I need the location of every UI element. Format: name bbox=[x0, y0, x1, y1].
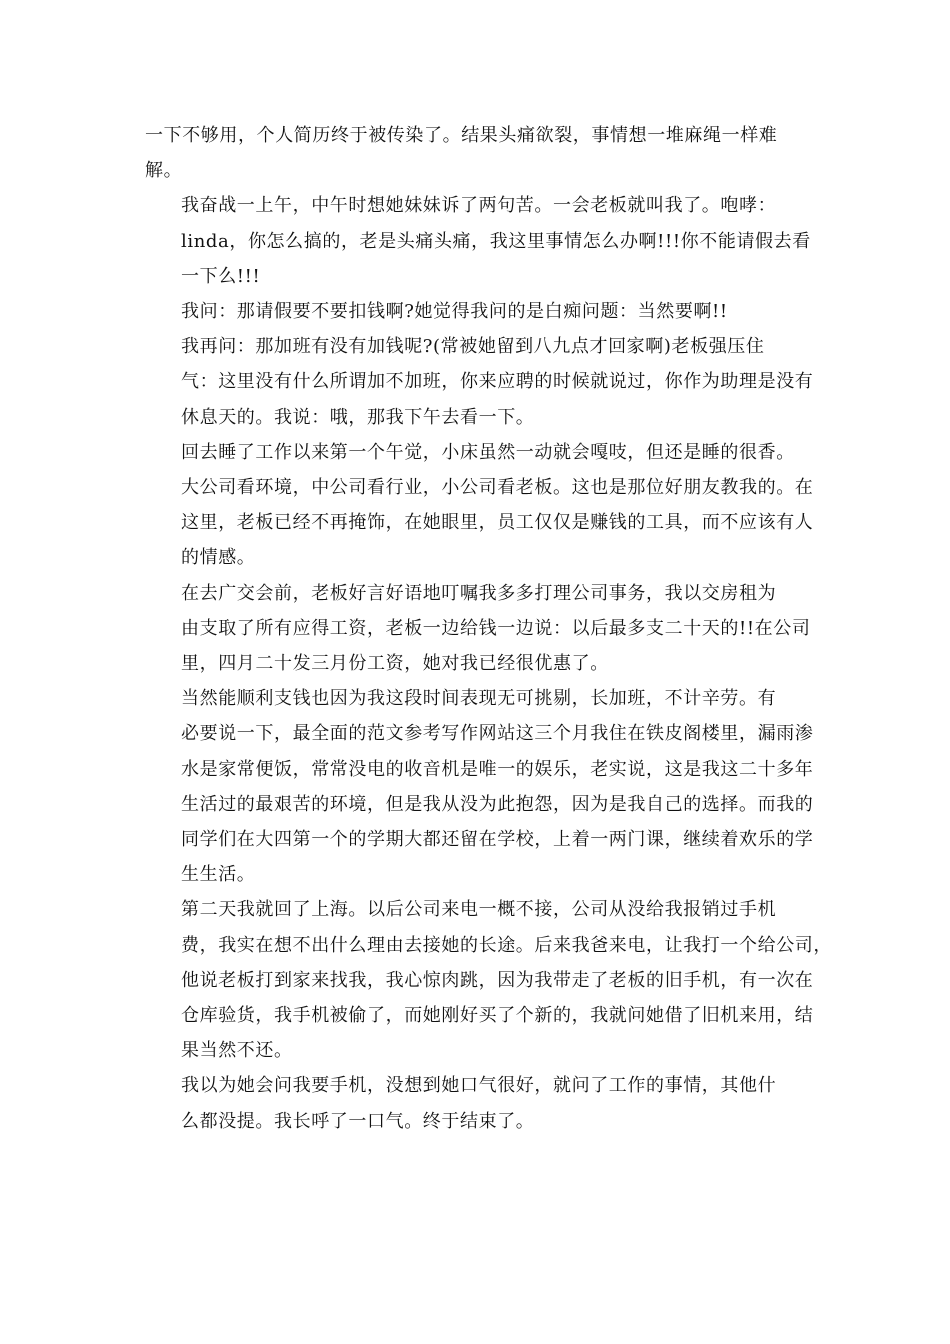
text-line: 我问：那请假要不要扣钱啊?她觉得我问的是白痴问题：当然要啊!! bbox=[181, 301, 728, 323]
paragraph bbox=[145, 1068, 825, 1138]
text-line: 解。 bbox=[145, 160, 183, 182]
text-line: 第二天我就回了上海。以后公司来电一概不接，公司从没给我报销过手机 bbox=[181, 899, 777, 921]
text-line: 在去广交会前，老板好言好语地叮嘱我多多打理公司事务，我以交房租为 bbox=[181, 582, 777, 604]
text-line: 费，我实在想不出什么理由去接她的长途。后来我爸来电，让我打一个给公司， bbox=[181, 934, 832, 956]
text-line: 的情感。 bbox=[181, 547, 256, 569]
text-line: 一下么!!! bbox=[181, 265, 261, 287]
text-line: 这里，老板已经不再掩饰，在她眼里，员工仅仅是赚钱的工具，而不应该有人 bbox=[181, 512, 814, 534]
text-line: 么都没提。我长呼了一口气。终于结束了。 bbox=[181, 1110, 535, 1132]
text-line: 生活过的最艰苦的环境，但是我从没为此抱怨，因为是我自己的选择。而我的 bbox=[181, 793, 814, 815]
text-line: 休息天的。我说：哦，那我下午去看一下。 bbox=[181, 406, 535, 428]
text-line: 他说老板打到家来找我，我心惊肉跳，因为我带走了老板的旧手机，有一次在 bbox=[181, 969, 814, 991]
paragraph bbox=[145, 118, 825, 188]
text-line: 大公司看环境，中公司看行业，小公司看老板。这也是那位好朋友教我的。在 bbox=[181, 477, 814, 499]
text-line: linda，你怎么搞的，老是头痛头痛，我这里事情怎么办啊!!!你不能请假去看 bbox=[181, 230, 811, 252]
paragraph bbox=[145, 435, 825, 576]
text-line: 由支取了所有应得工资，老板一边给钱一边说：以后最多支二十天的!!在公司 bbox=[181, 617, 811, 639]
document-body bbox=[145, 118, 832, 1139]
text-line: 回去睡了工作以来第一个午觉，小床虽然一动就会嘎吱，但还是睡的很香。 bbox=[181, 441, 795, 463]
text-line: 果当然不还。 bbox=[181, 1040, 293, 1062]
text-line: 仓库验货，我手机被偷了，而她刚好买了个新的，我就问她借了旧机来用，结 bbox=[181, 1005, 814, 1027]
paragraph bbox=[145, 188, 825, 294]
paragraph bbox=[145, 329, 825, 435]
paragraph bbox=[145, 576, 825, 682]
text-line: 我以为她会问我要手机，没想到她口气很好，就问了工作的事情，其他什 bbox=[181, 1075, 777, 1097]
text-line: 一下不够用，个人简历终于被传染了。结果头痛欲裂，事情想一堆麻绳一样难 bbox=[145, 125, 778, 146]
text-line: 水是家常便饭，常常没电的收音机是唯一的娱乐，老实说，这是我这二十多年 bbox=[181, 758, 814, 780]
document-page bbox=[145, 118, 832, 1139]
text-line: 生生活。 bbox=[181, 864, 256, 886]
text-line: 气：这里没有什么所谓加不加班，你来应聘的时候就说过，你作为助理是没有 bbox=[181, 371, 814, 393]
text-line: 我奋战一上午，中午时想她妹妹诉了两句苦。一会老板就叫我了。咆哮： bbox=[181, 195, 777, 217]
text-line: 当然能顺利支钱也因为我这段时间表现无可挑剔，长加班，不计辛劳。有 bbox=[181, 688, 777, 710]
paragraph bbox=[145, 892, 832, 1068]
text-line: 里，四月二十发三月份工资，她对我已经很优惠了。 bbox=[181, 653, 609, 675]
text-line: 必要说一下，最全面的范文参考写作网站这三个月我住在铁皮阁楼里，漏雨渗 bbox=[181, 723, 814, 745]
paragraph bbox=[145, 294, 825, 329]
text-line: 我再问：那加班有没有加钱呢?(常被她留到八九点才回家啊)老板强压住 bbox=[181, 336, 765, 358]
text-line: 同学们在大四第一个的学期大都还留在学校，上着一两门课，继续着欢乐的学 bbox=[181, 829, 814, 851]
paragraph bbox=[145, 681, 825, 892]
